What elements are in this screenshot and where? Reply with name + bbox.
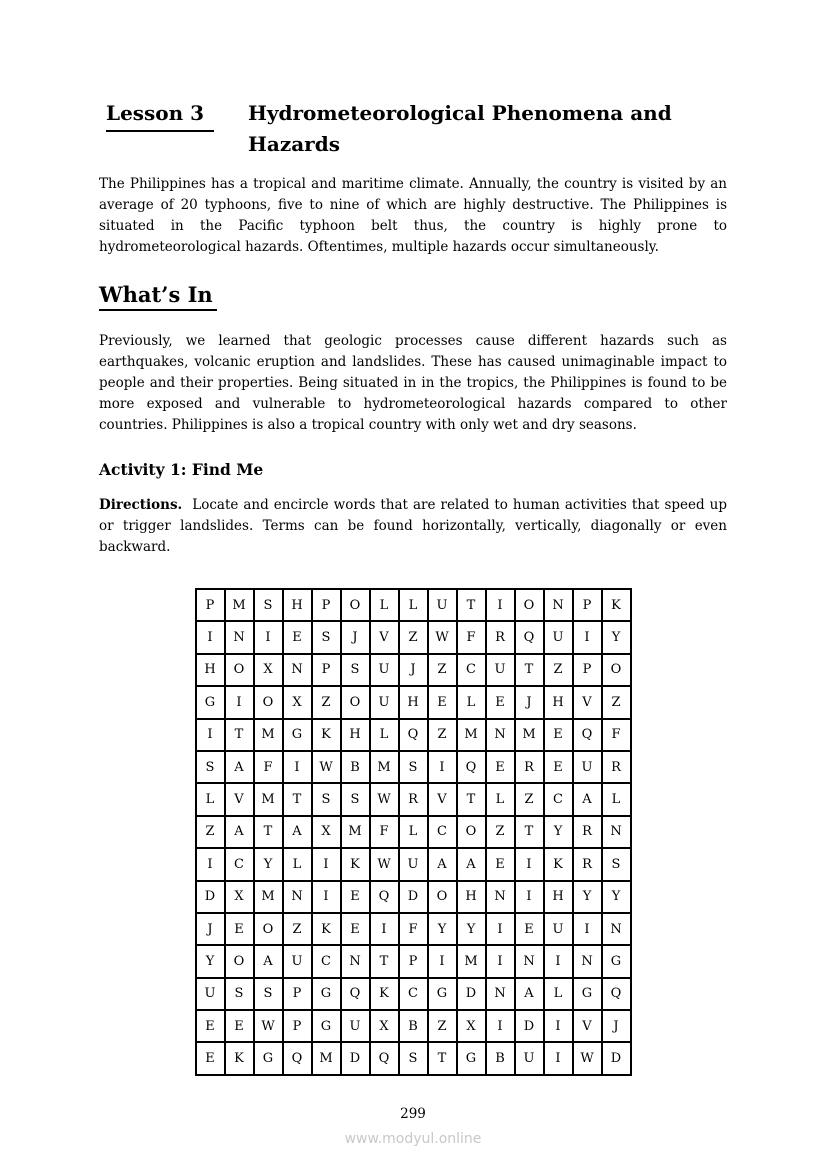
word-search-cell: W: [428, 621, 457, 653]
word-search-cell: O: [254, 686, 283, 718]
word-search-cell: I: [486, 913, 515, 945]
word-search-cell: F: [602, 719, 631, 751]
word-search-cell: P: [283, 1010, 312, 1042]
word-search-cell: K: [225, 1042, 254, 1074]
word-search-cell: O: [515, 589, 544, 621]
watermark-text: www.modyul.online: [344, 1131, 482, 1147]
word-search-cell: C: [428, 816, 457, 848]
word-search-cell: O: [457, 816, 486, 848]
word-search-cell: A: [428, 848, 457, 880]
word-search-cell: O: [602, 654, 631, 686]
word-search-cell: G: [602, 945, 631, 977]
word-search-cell: U: [428, 589, 457, 621]
word-search-cell: T: [428, 1042, 457, 1074]
word-search-cell: P: [312, 589, 341, 621]
word-search-cell: Z: [544, 654, 573, 686]
word-search-cell: E: [283, 621, 312, 653]
word-search-cell: O: [428, 881, 457, 913]
word-search-cell: X: [283, 686, 312, 718]
word-search-cell: I: [544, 1010, 573, 1042]
word-search-cell: L: [457, 686, 486, 718]
word-search-cell: Y: [602, 621, 631, 653]
directions-paragraph: [99, 495, 727, 558]
lesson-header: [106, 98, 727, 160]
word-search-cell: I: [573, 621, 602, 653]
word-search-cell: N: [486, 978, 515, 1010]
word-search-cell: P: [312, 654, 341, 686]
word-search-cell: Z: [428, 719, 457, 751]
word-search-cell: I: [486, 945, 515, 977]
word-search-cell: O: [341, 686, 370, 718]
word-search-cell: S: [602, 848, 631, 880]
word-search-cell: I: [428, 945, 457, 977]
word-search-cell: N: [283, 654, 312, 686]
word-search-cell: A: [515, 978, 544, 1010]
word-search-cell: Z: [428, 1010, 457, 1042]
word-search-cell: X: [370, 1010, 399, 1042]
word-search-row: [196, 589, 631, 621]
word-search-cell: U: [196, 978, 225, 1010]
word-search-row: [196, 1010, 631, 1042]
word-search-cell: R: [515, 751, 544, 783]
word-search-cell: W: [370, 783, 399, 815]
word-search-cell: S: [225, 978, 254, 1010]
word-search-cell: Y: [457, 913, 486, 945]
word-search-cell: Y: [602, 881, 631, 913]
word-search-cell: M: [254, 881, 283, 913]
word-search-cell: H: [283, 589, 312, 621]
word-search-cell: E: [225, 913, 254, 945]
word-search-row: [196, 978, 631, 1010]
word-search-cell: N: [602, 913, 631, 945]
word-search-cell: X: [312, 816, 341, 848]
word-search-cell: T: [254, 816, 283, 848]
word-search-cell: B: [486, 1042, 515, 1074]
word-search-cell: D: [515, 1010, 544, 1042]
word-search-cell: E: [341, 881, 370, 913]
word-search-cell: U: [399, 848, 428, 880]
word-search-cell: Q: [370, 881, 399, 913]
word-search-row: [196, 751, 631, 783]
word-search-cell: Z: [399, 621, 428, 653]
word-search-cell: S: [254, 589, 283, 621]
word-search-cell: T: [283, 783, 312, 815]
word-search-cell: C: [225, 848, 254, 880]
word-search-cell: I: [428, 751, 457, 783]
word-search-cell: Q: [457, 751, 486, 783]
word-search-cell: H: [399, 686, 428, 718]
directions-label: Directions.: [99, 497, 183, 513]
word-search-cell: I: [486, 1010, 515, 1042]
word-search-cell: Q: [283, 1042, 312, 1074]
word-search-cell: E: [225, 1010, 254, 1042]
word-search-cell: Z: [196, 816, 225, 848]
word-search-cell: E: [428, 686, 457, 718]
word-search-cell: N: [544, 589, 573, 621]
word-search-cell: P: [573, 589, 602, 621]
word-search-cell: S: [341, 654, 370, 686]
word-search-cell: G: [254, 1042, 283, 1074]
word-search-cell: M: [254, 783, 283, 815]
lesson-number-label: Lesson 3: [106, 98, 214, 132]
word-search-cell: M: [457, 719, 486, 751]
word-search-cell: Z: [602, 686, 631, 718]
word-search-cell: K: [544, 848, 573, 880]
word-search-cell: W: [573, 1042, 602, 1074]
word-search-cell: Y: [196, 945, 225, 977]
word-search-cell: H: [457, 881, 486, 913]
word-search-cell: W: [312, 751, 341, 783]
word-search-cell: T: [370, 945, 399, 977]
word-search-cell: D: [399, 881, 428, 913]
word-search-cell: L: [544, 978, 573, 1010]
word-search-cell: S: [399, 751, 428, 783]
word-search-cell: A: [225, 751, 254, 783]
word-search-cell: L: [370, 719, 399, 751]
word-search-cell: N: [515, 945, 544, 977]
word-search-cell: A: [457, 848, 486, 880]
word-search-cell: I: [544, 1042, 573, 1074]
word-search-cell: Q: [573, 719, 602, 751]
word-search-cell: W: [254, 1010, 283, 1042]
word-search-cell: D: [602, 1042, 631, 1074]
word-search-cell: Z: [486, 816, 515, 848]
word-search-cell: M: [457, 945, 486, 977]
word-search-cell: V: [428, 783, 457, 815]
word-search-cell: U: [573, 751, 602, 783]
word-search-cell: I: [515, 881, 544, 913]
word-search-row: [196, 686, 631, 718]
word-search-cell: N: [602, 816, 631, 848]
word-search-cell: S: [312, 621, 341, 653]
word-search-cell: V: [225, 783, 254, 815]
word-search-cell: V: [370, 621, 399, 653]
directions-block: [99, 495, 727, 558]
word-search-cell: A: [573, 783, 602, 815]
word-search-cell: M: [515, 719, 544, 751]
word-search-cell: T: [515, 816, 544, 848]
word-search-cell: G: [312, 978, 341, 1010]
word-search-cell: P: [196, 589, 225, 621]
word-search-cell: H: [544, 686, 573, 718]
word-search-cell: V: [573, 686, 602, 718]
word-search-cell: A: [254, 945, 283, 977]
word-search-cell: F: [254, 751, 283, 783]
word-search-cell: J: [341, 621, 370, 653]
word-search-row: [196, 1042, 631, 1074]
word-search-cell: G: [196, 686, 225, 718]
whats-in-heading-text: What’s In: [99, 282, 217, 311]
word-search-cell: T: [515, 654, 544, 686]
word-search-cell: L: [602, 783, 631, 815]
word-search-cell: K: [602, 589, 631, 621]
word-search-cell: M: [254, 719, 283, 751]
word-search-cell: K: [312, 719, 341, 751]
word-search-cell: K: [370, 978, 399, 1010]
whats-in-heading: [99, 282, 727, 311]
word-search-cell: T: [225, 719, 254, 751]
word-search-cell: R: [573, 848, 602, 880]
word-search-cell: Y: [573, 881, 602, 913]
word-search-cell: E: [486, 848, 515, 880]
word-search-cell: I: [486, 589, 515, 621]
word-search-cell: N: [225, 621, 254, 653]
word-search-cell: L: [486, 783, 515, 815]
word-search-cell: S: [312, 783, 341, 815]
word-search-cell: Z: [515, 783, 544, 815]
word-search-cell: E: [486, 686, 515, 718]
word-search-cell: I: [196, 621, 225, 653]
word-search-row: [196, 945, 631, 977]
word-search-cell: J: [515, 686, 544, 718]
word-search-cell: I: [573, 913, 602, 945]
word-search-cell: F: [457, 621, 486, 653]
word-search-cell: G: [428, 978, 457, 1010]
word-search-cell: O: [341, 589, 370, 621]
word-search-cell: I: [196, 719, 225, 751]
word-search-row: [196, 816, 631, 848]
word-search-cell: D: [457, 978, 486, 1010]
word-search-cell: U: [370, 686, 399, 718]
word-search-cell: O: [225, 654, 254, 686]
word-search-row: [196, 848, 631, 880]
word-search-cell: L: [399, 816, 428, 848]
word-search-cell: B: [399, 1010, 428, 1042]
word-search-grid: [195, 588, 632, 1076]
word-search-cell: J: [196, 913, 225, 945]
word-search-cell: P: [399, 945, 428, 977]
word-search-cell: U: [515, 1042, 544, 1074]
word-search-cell: L: [283, 848, 312, 880]
word-search-cell: W: [370, 848, 399, 880]
word-search-cell: G: [312, 1010, 341, 1042]
word-search-cell: O: [254, 913, 283, 945]
word-search-container: [99, 588, 727, 1076]
word-search-row: [196, 913, 631, 945]
word-search-cell: Z: [312, 686, 341, 718]
word-search-cell: U: [544, 913, 573, 945]
word-search-cell: V: [573, 1010, 602, 1042]
word-search-cell: Q: [341, 978, 370, 1010]
word-search-cell: Z: [428, 654, 457, 686]
word-search-cell: X: [457, 1010, 486, 1042]
word-search-cell: H: [341, 719, 370, 751]
word-search-cell: G: [283, 719, 312, 751]
word-search-cell: I: [254, 621, 283, 653]
word-search-grid-body: [196, 589, 631, 1075]
word-search-cell: E: [341, 913, 370, 945]
word-search-cell: E: [196, 1042, 225, 1074]
word-search-cell: I: [544, 945, 573, 977]
word-search-cell: U: [370, 654, 399, 686]
word-search-row: [196, 719, 631, 751]
word-search-cell: L: [196, 783, 225, 815]
word-search-cell: E: [544, 751, 573, 783]
intro-paragraph: The Philippines has a tropical and maritime climate. Annually, the country is visited by an average of 20 typhoons, five to nine of which are highly destructive. The Philippines is situated in the Pacific typhoon belt thus, the country is highly prone to hydrometeorological hazards. Oftentimes, multiple hazards occur simultaneously.: [99, 176, 727, 255]
word-search-cell: X: [254, 654, 283, 686]
word-search-cell: J: [399, 654, 428, 686]
word-search-cell: I: [283, 751, 312, 783]
whats-in-paragraph: Previously, we learned that geologic processes cause different hazards such as earthquakes, volcanic eruption and landslides. These has caused unimaginable impact to people and their properties. Being situated in in the tropics, the Philippines is found to be more exposed and vulnerable to hydrometeorological hazards compared to other countries. Philippines is also a tropical country with only wet and dry seasons.: [99, 333, 727, 433]
word-search-cell: F: [370, 816, 399, 848]
word-search-cell: R: [486, 621, 515, 653]
word-search-cell: C: [544, 783, 573, 815]
word-search-cell: R: [399, 783, 428, 815]
word-search-cell: S: [254, 978, 283, 1010]
word-search-cell: M: [225, 589, 254, 621]
word-search-cell: A: [283, 816, 312, 848]
word-search-cell: I: [370, 913, 399, 945]
word-search-cell: K: [312, 913, 341, 945]
word-search-cell: C: [399, 978, 428, 1010]
word-search-cell: I: [196, 848, 225, 880]
word-search-cell: P: [283, 978, 312, 1010]
word-search-cell: J: [602, 1010, 631, 1042]
word-search-cell: Y: [544, 816, 573, 848]
word-search-cell: C: [457, 654, 486, 686]
word-search-cell: I: [312, 881, 341, 913]
word-search-cell: H: [196, 654, 225, 686]
word-search-cell: N: [486, 881, 515, 913]
word-search-cell: E: [544, 719, 573, 751]
word-search-cell: X: [225, 881, 254, 913]
word-search-cell: D: [196, 881, 225, 913]
word-search-cell: T: [457, 783, 486, 815]
word-search-cell: G: [457, 1042, 486, 1074]
word-search-cell: H: [544, 881, 573, 913]
word-search-cell: A: [225, 816, 254, 848]
word-search-cell: N: [341, 945, 370, 977]
word-search-row: [196, 621, 631, 653]
word-search-cell: S: [196, 751, 225, 783]
word-search-cell: C: [312, 945, 341, 977]
word-search-cell: U: [341, 1010, 370, 1042]
word-search-cell: M: [370, 751, 399, 783]
word-search-cell: M: [312, 1042, 341, 1074]
word-search-cell: O: [225, 945, 254, 977]
word-search-cell: Q: [515, 621, 544, 653]
word-search-cell: Z: [283, 913, 312, 945]
word-search-cell: I: [225, 686, 254, 718]
page-number: 299: [400, 1106, 426, 1122]
word-search-cell: T: [457, 589, 486, 621]
activity-heading: Activity 1: Find Me: [99, 460, 264, 479]
word-search-cell: R: [602, 751, 631, 783]
word-search-cell: I: [515, 848, 544, 880]
lesson-number: [106, 98, 248, 132]
lesson-title: Hydrometeorological Phenomena and Hazards: [248, 101, 672, 156]
word-search-cell: B: [341, 751, 370, 783]
word-search-cell: Y: [428, 913, 457, 945]
word-search-cell: I: [312, 848, 341, 880]
word-search-cell: L: [399, 589, 428, 621]
word-search-cell: D: [341, 1042, 370, 1074]
word-search-cell: Q: [370, 1042, 399, 1074]
word-search-row: [196, 654, 631, 686]
word-search-cell: E: [515, 913, 544, 945]
word-search-cell: U: [283, 945, 312, 977]
word-search-cell: N: [486, 719, 515, 751]
word-search-cell: N: [283, 881, 312, 913]
word-search-cell: L: [370, 589, 399, 621]
word-search-row: [196, 783, 631, 815]
word-search-cell: R: [573, 816, 602, 848]
word-search-cell: S: [341, 783, 370, 815]
word-search-cell: M: [341, 816, 370, 848]
word-search-cell: E: [486, 751, 515, 783]
word-search-cell: F: [399, 913, 428, 945]
word-search-cell: Y: [254, 848, 283, 880]
word-search-cell: P: [573, 654, 602, 686]
word-search-cell: U: [486, 654, 515, 686]
directions-text: Locate and encircle words that are related to human activities that speed up or trigger landslides. Terms can be found horizontally, vertically, diagonally or even backward.: [99, 497, 727, 555]
word-search-cell: S: [399, 1042, 428, 1074]
word-search-cell: E: [196, 1010, 225, 1042]
word-search-cell: N: [573, 945, 602, 977]
word-search-row: [196, 881, 631, 913]
word-search-cell: U: [544, 621, 573, 653]
word-search-cell: G: [573, 978, 602, 1010]
word-search-cell: K: [341, 848, 370, 880]
word-search-cell: Q: [399, 719, 428, 751]
word-search-cell: Q: [602, 978, 631, 1010]
